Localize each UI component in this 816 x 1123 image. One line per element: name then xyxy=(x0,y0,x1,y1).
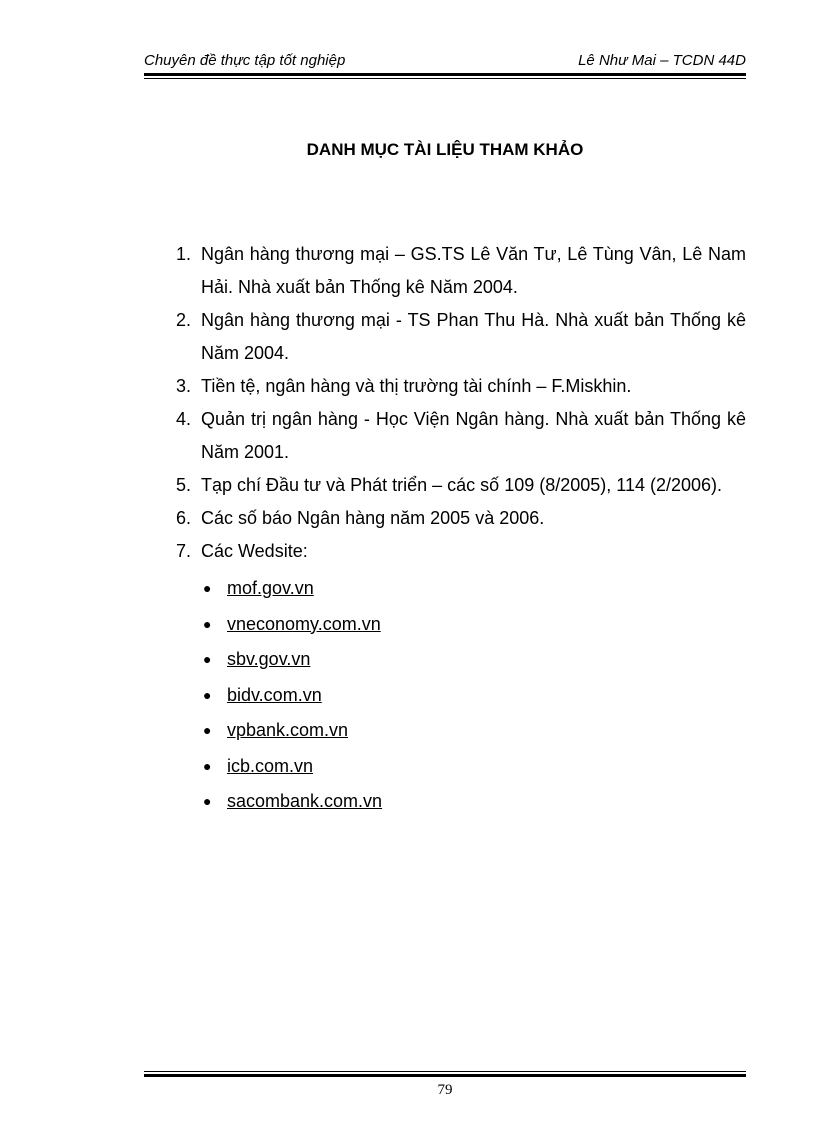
reference-text: Tạp chí Đầu tư và Phát triển – các số 109 (8/2005), 114 (2/2006). xyxy=(201,475,723,495)
reference-item xyxy=(176,370,746,403)
reference-text: Quản trị ngân hàng - Học Viện Ngân hàng. Nhà xuất bản Thống kê Năm 2001. xyxy=(201,409,746,462)
bullet-icon: ● xyxy=(203,651,212,667)
website-link[interactable]: icb.com.vn xyxy=(227,755,314,776)
reference-number: 1. xyxy=(176,244,192,264)
reference-item xyxy=(176,304,746,370)
reference-text: Các Wedsite: xyxy=(201,541,308,561)
bullet-icon: ● xyxy=(203,686,212,703)
bullet-icon: ● xyxy=(203,722,212,738)
reference-number: 6. xyxy=(176,508,192,528)
reference-item xyxy=(176,238,746,304)
reference-number: 4. xyxy=(176,409,192,429)
page-number: 79 xyxy=(437,1082,453,1098)
website-item xyxy=(201,749,746,785)
website-link[interactable]: mof.gov.vn xyxy=(227,578,314,598)
reference-item xyxy=(176,403,746,469)
bullet-icon: ● xyxy=(203,615,212,632)
reference-item xyxy=(176,535,746,820)
website-link[interactable]: bidv.com.vn xyxy=(227,684,322,705)
website-list xyxy=(201,571,746,820)
website-link[interactable]: sbv.gov.vn xyxy=(227,649,311,669)
header-author: Lê Như Mai – TCDN 44D xyxy=(578,52,746,69)
reference-number: 5. xyxy=(176,475,192,495)
reference-item xyxy=(176,502,746,535)
website-item xyxy=(201,784,746,820)
page-title: DANH MỤC TÀI LIỆU THAM KHẢO xyxy=(306,140,584,159)
bullet-icon: ● xyxy=(203,580,212,596)
reference-text: Các số báo Ngân hàng năm 2005 và 2006. xyxy=(201,508,545,528)
header-rule-thin xyxy=(144,78,746,79)
website-item xyxy=(201,571,746,607)
reference-list xyxy=(176,238,746,820)
website-item xyxy=(201,642,746,678)
bullet-icon: ● xyxy=(203,757,212,774)
website-link[interactable]: sacombank.com.vn xyxy=(227,791,383,811)
website-item xyxy=(201,678,746,714)
reference-number: 3. xyxy=(176,376,192,396)
header-document-title: Chuyên đề thực tập tốt nghiệp xyxy=(144,52,346,69)
reference-text: Ngân hàng thương mại - TS Phan Thu Hà. Nhà xuất bản Thống kê Năm 2004. xyxy=(201,310,746,363)
website-link[interactable]: vpbank.com.vn xyxy=(227,720,349,740)
reference-number: 2. xyxy=(176,310,192,330)
bullet-icon: ● xyxy=(203,793,212,809)
header-rule-thick xyxy=(144,73,746,76)
reference-text: Ngân hàng thương mại – GS.TS Lê Văn Tư, Lê Tùng Vân, Lê Nam Hải. Nhà xuất bản Thống kê Năm 2004. xyxy=(201,244,746,297)
footer-rule-thick xyxy=(144,1074,746,1077)
website-link[interactable]: vneconomy.com.vn xyxy=(227,613,381,634)
page-header xyxy=(144,52,746,72)
footer-rule-thin xyxy=(144,1071,746,1072)
reference-text: Tiền tệ, ngân hàng và thị trường tài chính – F.Miskhin. xyxy=(201,376,632,396)
reference-item xyxy=(176,469,746,502)
website-item xyxy=(201,713,746,749)
website-item xyxy=(201,607,746,643)
reference-number: 7. xyxy=(176,541,192,561)
